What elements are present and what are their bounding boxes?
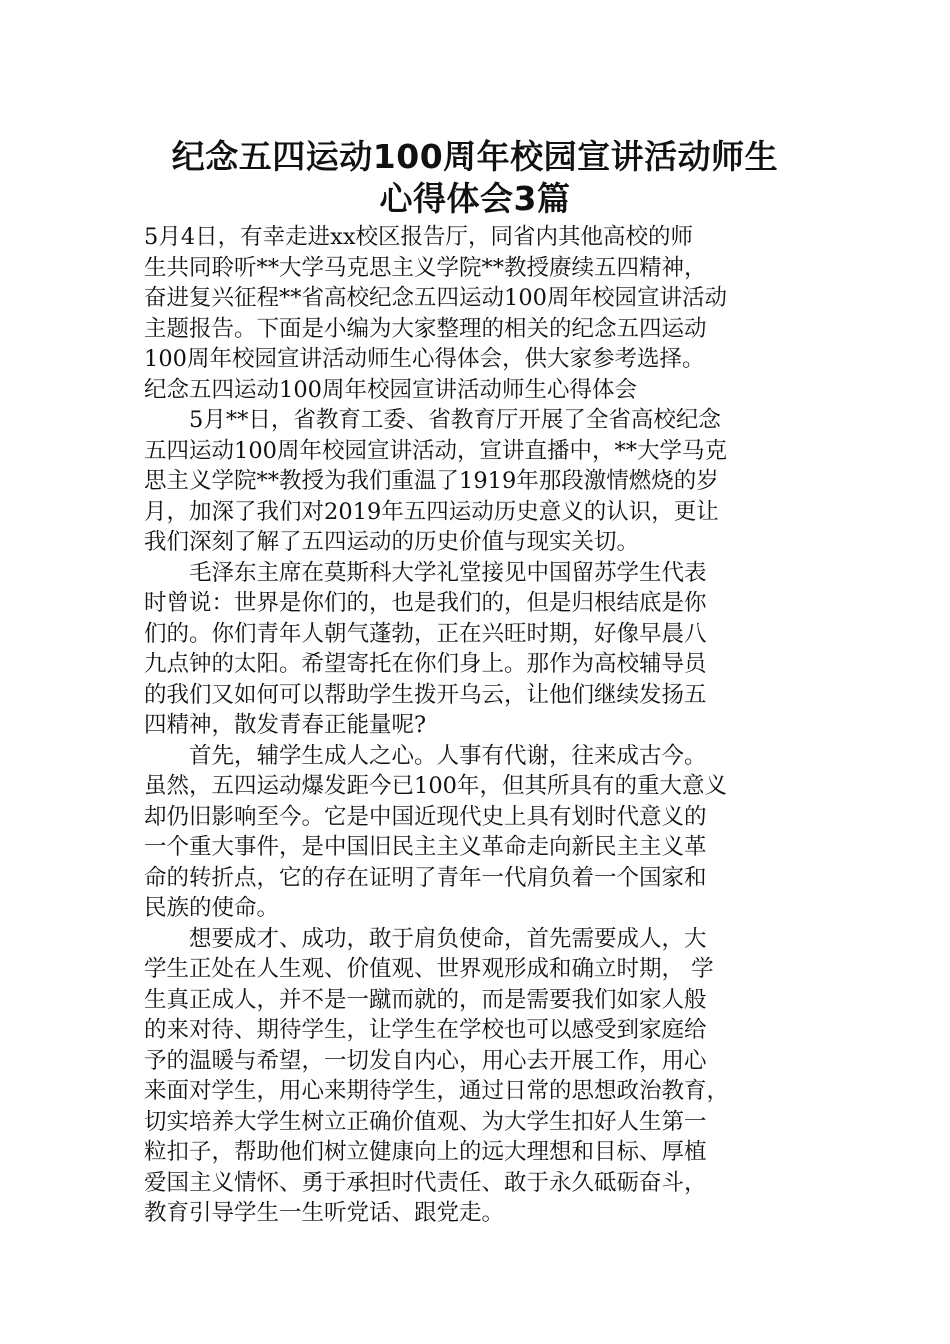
intro-paragraph — [144, 222, 808, 375]
text-line: 虽然，五四运动爆发距今已100年，但其所具有的重大意义 — [144, 773, 727, 799]
text-line: 首先，辅学生成人之心。人事有代谢，往来成古今。 — [189, 742, 707, 769]
text-line: 100周年校园宣讲活动师生心得体会，供大家参考选择。 — [144, 346, 705, 372]
body-paragraph-2 — [144, 558, 808, 741]
text-line: 粒扣子，帮助他们树立健康向上的远大理想和目标、厚植 — [144, 1139, 707, 1165]
text-line: 予的温暖与希望，一切发自内心，用心去开展工作，用心 — [144, 1047, 707, 1074]
text-line: 的我们又如何可以帮助学生拨开乌云，让他们继续发扬五 — [144, 681, 707, 708]
text-line: 来面对学生，用心来期待学生，通过日常的思想政治教育， — [144, 1078, 730, 1104]
title-line: 纪念五四运动100周年校园宣讲活动师生 — [171, 137, 779, 176]
text-line: 时曾说：世界是你们的，也是我们的，但是归根结底是你 — [144, 590, 707, 616]
text-line: 命的转折点，它的存在证明了青年一代肩负着一个国家和 — [144, 864, 707, 891]
text-line: 却仍旧影响至今。它是中国近现代史上具有划时代意义的 — [144, 803, 707, 830]
title-line: 心得体会3篇 — [379, 179, 571, 218]
body-paragraph-3 — [144, 741, 808, 924]
text-line: 教育引导学生一生听党话、跟党走。 — [144, 1200, 505, 1226]
text-line: 思主义学院**教授为我们重温了1919年那段激情燃烧的岁 — [144, 468, 719, 494]
text-line: 民族的使命。 — [144, 895, 280, 921]
text-line: 九点钟的太阳。希望寄托在你们身上。那作为高校辅导员 — [144, 651, 707, 677]
text-line: 一个重大事件，是中国旧民主主义革命走向新民主主义革 — [144, 834, 707, 860]
text-line: 的来对待、期待学生，让学生在学校也可以感受到家庭给 — [144, 1017, 707, 1043]
text-line: 生共同聆听**大学马克思主义学院**教授赓续五四精神， — [144, 254, 707, 281]
text-line: 想要成才、成功，敢于肩负使命，首先需要成人，大 — [189, 925, 707, 952]
text-line: 我们深刻了解了五四运动的历史价值与现实关切。 — [144, 529, 640, 555]
document-title — [120, 136, 830, 220]
text-line: 生真正成人，并不是一蹴而就的，而是需要我们如家人般 — [144, 986, 707, 1013]
text-line: 主题报告。下面是小编为大家整理的相关的纪念五四运动 — [144, 315, 707, 342]
text-line: 奋进复兴征程**省高校纪念五四运动100周年校园宣讲活动 — [144, 285, 727, 311]
body-paragraph-1 — [144, 405, 808, 558]
text-line: 爱国主义情怀、勇于承担时代责任、敢于永久砥砺奋斗， — [144, 1169, 707, 1196]
text-line: 五四运动100周年校园宣讲活动，宣讲直播中，**大学马克 — [144, 437, 727, 464]
text-line: 们的。你们青年人朝气蓬勃，正在兴旺时期，好像早晨八 — [144, 620, 707, 647]
document-body — [144, 222, 808, 1229]
body-paragraph-4 — [144, 924, 808, 1229]
text-line: 5月4日，有幸走进xx校区报告厅，同省内其他高校的师 — [144, 224, 694, 250]
text-line: 5月**日，省教育工委、省教育厅开展了全省高校纪念 — [189, 407, 721, 433]
section-heading: 纪念五四运动100周年校园宣讲活动师生心得体会 — [144, 376, 637, 403]
text-line: 切实培养大学生树立正确价值观、为大学生扣好人生第一 — [144, 1108, 707, 1135]
text-line: 毛泽东主席在莫斯科大学礼堂接见中国留苏学生代表 — [189, 559, 707, 586]
text-line: 四精神，散发青春正能量呢? — [144, 712, 427, 738]
text-line: 学生正处在人生观、价值观、世界观形成和确立时期， 学 — [144, 956, 714, 982]
text-line: 月，加深了我们对2019年五四运动历史意义的认识，更让 — [144, 498, 719, 525]
